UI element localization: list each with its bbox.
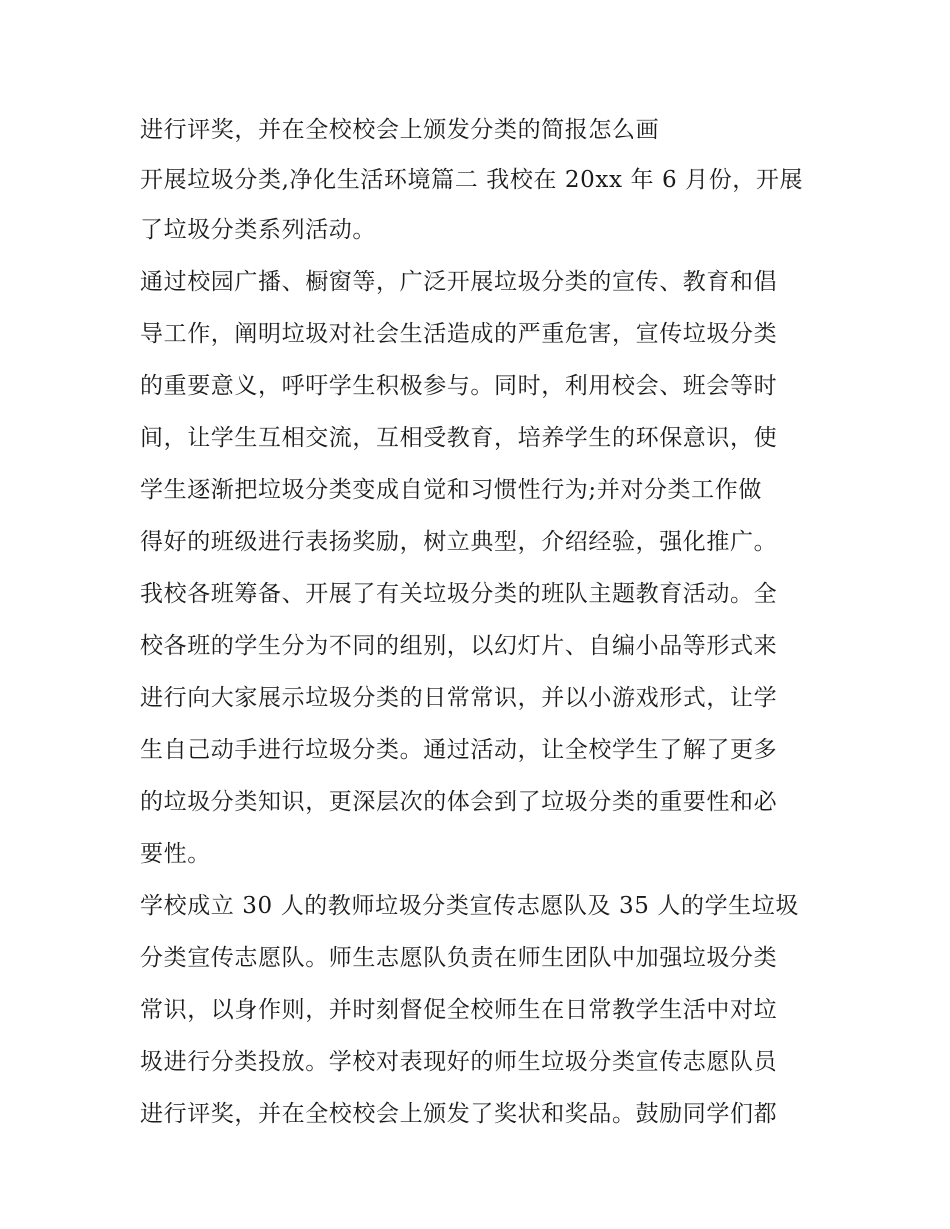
text-line: 的重要意义，呼吁学生积极参与。同时，利用校会、班会等时	[140, 373, 778, 399]
text-line: 校各班的学生分为不同的组别，以幻灯片、自编小品等形式来	[140, 633, 778, 659]
text-line: 得好的班级进行表扬奖励，树立典型，介绍经验，强化推广。	[140, 529, 778, 555]
text-line: 常识，以身作则，并时刻督促全校师生在日常教学生活中对垃	[140, 997, 778, 1023]
text-line: 进行向大家展示垃圾分类的日常常识，并以小游戏形式，让学	[140, 685, 778, 711]
text-line: 圾进行分类投放。学校对表现好的师生垃圾分类宣传志愿队员	[140, 1049, 778, 1075]
text-line: 要性。	[140, 841, 211, 867]
text-line: 导工作，阐明垃圾对社会生活造成的严重危害，宣传垃圾分类	[140, 321, 778, 347]
text-line: 进行评奖，并在全校校会上颁发分类的简报怎么画	[140, 117, 660, 143]
text-line: 学生逐渐把垃圾分类变成自觉和习惯性行为;并对分类工作做	[140, 477, 762, 503]
text-line: 生自己动手进行垃圾分类。通过活动，让全校学生了解了更多	[140, 737, 778, 763]
text-line: 的垃圾分类知识，更深层次的体会到了垃圾分类的重要性和必	[140, 789, 778, 815]
text-line: 间，让学生互相交流，互相受教育，培养学生的环保意识，使	[140, 425, 778, 451]
text-line: 进行评奖，并在全校校会上颁发了奖状和奖品。鼓励同学们都	[140, 1101, 778, 1127]
text-line: 学校成立 30 人的教师垃圾分类宣传志愿队及 35 人的学生垃圾	[140, 893, 799, 919]
text-line: 开展垃圾分类,净化生活环境篇二 我校在 20xx 年 6 月份，开展	[140, 167, 804, 193]
text-line: 分类宣传志愿队。师生志愿队负责在师生团队中加强垃圾分类	[140, 945, 778, 971]
text-line: 通过校园广播、橱窗等，广泛开展垃圾分类的宣传、教育和倡	[140, 269, 778, 295]
text-line: 我校各班筹备、开展了有关垃圾分类的班队主题教育活动。全	[140, 581, 778, 607]
text-line: 了垃圾分类系列活动。	[140, 217, 376, 243]
document-body	[140, 110, 820, 1134]
